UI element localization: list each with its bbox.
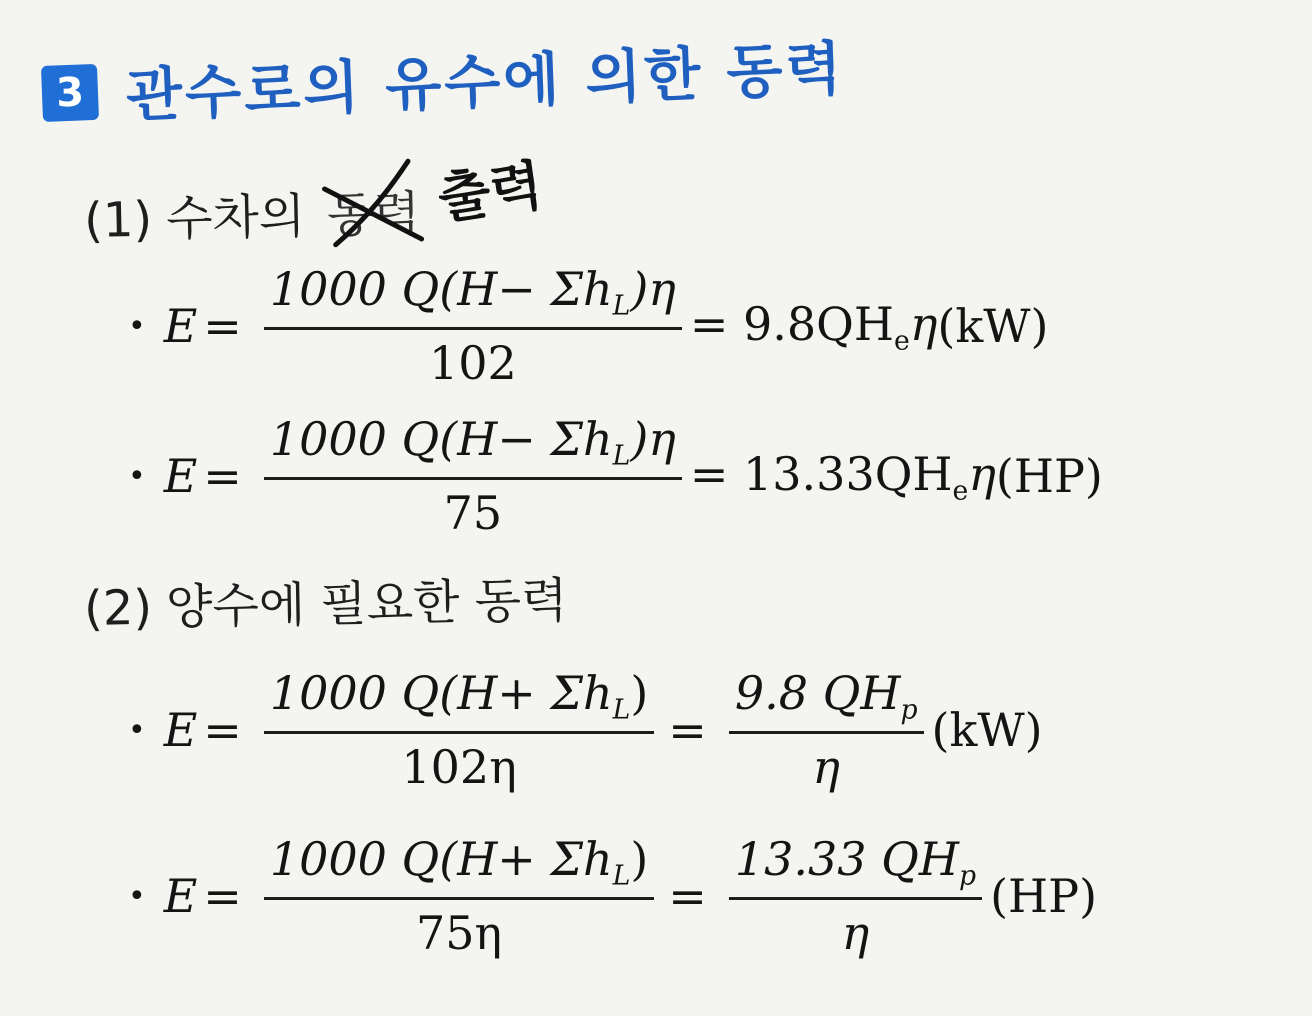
fraction: [264, 412, 682, 540]
equals-sign: =: [203, 449, 242, 504]
section-title: 관수로의 유수에 의한 동력: [124, 34, 846, 130]
fraction-numerator: 9.8 $QH_p$: [734, 666, 918, 726]
subheading-text: 수차의: [165, 188, 306, 248]
formula-lhs: E: [163, 869, 198, 924]
formula-unit: (HP): [990, 869, 1098, 924]
struck-word: [326, 175, 420, 246]
fraction-denominator: 75η: [416, 906, 503, 961]
fraction-numerator: 1000 $Q(H- \Sigma h_L)\eta$: [269, 262, 676, 322]
equals-sign: =: [668, 703, 707, 758]
subheading-number: (2): [83, 579, 153, 637]
formula-unit: (kW): [931, 703, 1043, 758]
fraction-numerator: 1000 $Q(H+ \Sigma h_L)$: [269, 666, 649, 726]
equals-sign: =: [668, 869, 707, 924]
fraction: [264, 832, 654, 960]
fraction: [264, 666, 654, 794]
formula-lhs: E: [163, 449, 198, 504]
formula-pump-kw: [128, 666, 1043, 794]
fraction-rhs: [729, 832, 982, 960]
equals-sign: =: [203, 299, 242, 354]
section-header: [40, 21, 846, 136]
bullet: •: [128, 308, 146, 344]
bullet: •: [128, 712, 146, 748]
equals-sign: =: [203, 703, 242, 758]
formula-turbine-kw: [128, 262, 1048, 390]
fraction-denominator: 102η: [401, 740, 517, 795]
bullet: •: [128, 458, 146, 494]
fraction-rhs: [729, 666, 924, 794]
subheading-turbine-output: [83, 153, 547, 253]
equals-sign: =: [203, 869, 242, 924]
fraction-numerator: 13.33 $QH_p$: [734, 832, 977, 892]
subheading-text: 양수에 필요한 동력: [165, 572, 568, 636]
formula-lhs: E: [163, 299, 198, 354]
fraction-numerator: 1000 $Q(H- \Sigma h_L)\eta$: [269, 412, 676, 472]
fraction-numerator: 1000 $Q(H+ \Sigma h_L)$: [269, 832, 649, 892]
bullet: •: [128, 878, 146, 914]
handwritten-correction: 출력: [434, 153, 547, 231]
formula-rhs: = $9.8QH_e\eta$: [689, 296, 938, 356]
formula-pump-hp: [128, 832, 1097, 960]
subheading-pump-power: [83, 562, 568, 639]
formula-turbine-hp: [128, 412, 1103, 540]
strike-through-mark: [320, 157, 432, 249]
fraction-denominator: 102: [428, 336, 517, 391]
formula-lhs: E: [163, 703, 198, 758]
section-number-badge: 3: [41, 64, 99, 122]
subheading-number: (1): [83, 191, 153, 249]
formula-unit: (kW): [937, 299, 1049, 354]
fraction-denominator: 75: [443, 486, 503, 541]
fraction: [264, 262, 682, 390]
formula-unit: (HP): [995, 449, 1103, 504]
fraction-denominator: η: [812, 740, 840, 795]
formula-rhs: = $13.33QH_e\eta$: [689, 446, 996, 506]
fraction-denominator: η: [841, 906, 870, 961]
struck-word-text: 동력: [326, 185, 421, 244]
